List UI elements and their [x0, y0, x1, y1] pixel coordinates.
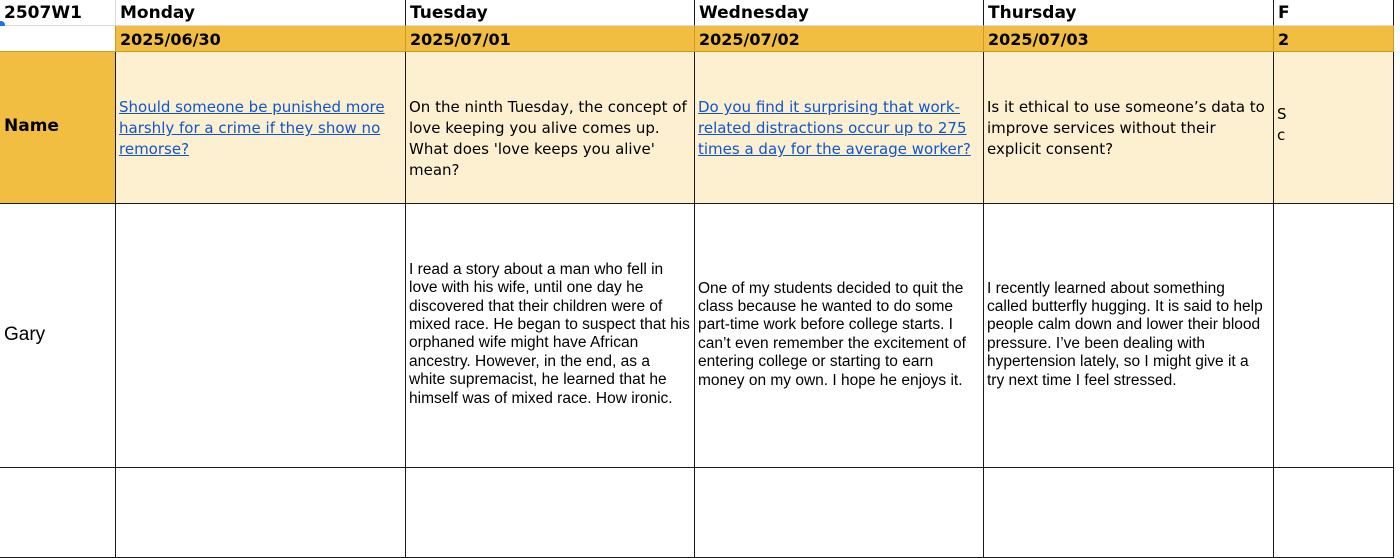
topic-wednesday-cell[interactable]	[695, 52, 984, 204]
empty-cell[interactable]	[116, 468, 406, 558]
empty-cell[interactable]	[695, 468, 984, 558]
entry-friday-cell[interactable]	[1274, 204, 1394, 468]
day-header-row	[0, 0, 1400, 26]
header-wednesday[interactable]	[695, 0, 984, 26]
name-header-cell[interactable]	[0, 52, 116, 204]
week-code: 2507W1	[4, 3, 82, 23]
day-label: Wednesday	[699, 3, 809, 23]
day-label: Monday	[120, 3, 195, 23]
date-label: 2025/07/02	[699, 30, 800, 49]
header-monday[interactable]	[116, 0, 406, 26]
empty-cell[interactable]	[0, 468, 116, 558]
date-wednesday[interactable]	[695, 26, 984, 52]
date-label: 2	[1278, 30, 1290, 49]
topic-text: On the ninth Tuesday, the concept of love keeping you alive comes up. What does 'love keeps you alive' mean?	[409, 98, 687, 179]
topic-link[interactable]: Do you find it surprising that work-related distractions occur up to 275 times a day for the average worker?	[698, 98, 971, 158]
entry-tuesday-cell[interactable]	[406, 204, 695, 468]
day-label: Tuesday	[410, 3, 488, 23]
date-friday[interactable]	[1274, 26, 1394, 52]
header-tuesday[interactable]	[406, 0, 695, 26]
entry-wednesday-cell[interactable]	[695, 204, 984, 468]
empty-cell[interactable]	[984, 468, 1274, 558]
empty-cell[interactable]	[1274, 468, 1394, 558]
topic-row	[0, 52, 1400, 204]
student-name: Gary	[4, 324, 46, 345]
entry-thursday-cell[interactable]	[984, 204, 1274, 468]
topic-text: Is it ethical to use someone’s data to improve services without their explicit consent?	[987, 98, 1265, 158]
topic-text-clipped: S c	[1277, 105, 1287, 144]
date-monday[interactable]	[116, 26, 406, 52]
entry-text: I recently learned about something called butterfly hugging. It is said to help people calm down and lower their blood pressure. I’ve been dealing with hypertension lately, so I might give it a try next time I feel stressed.	[987, 279, 1263, 389]
entry-monday-cell[interactable]	[116, 204, 406, 468]
entry-text: One of my students decided to quit the class because he wanted to do some part-time work before college starts. I can’t even remember the excitement of entering college or starting to earn money on my own. I hope he enjoys it.	[698, 279, 966, 389]
date-label: 2025/06/30	[120, 30, 221, 49]
date-label: 2025/07/01	[410, 30, 511, 49]
empty-row	[0, 468, 1400, 558]
name-column-label: Name	[4, 116, 59, 136]
topic-link[interactable]: Should someone be punished more harshly for a crime if they show no remorse?	[119, 98, 385, 158]
entry-text: I read a story about a man who fell in love with his wife, until one day he discovered that their children were of mixed race. He began to suspect that his orphaned wife might have African ancestry. However, in the end, as a white supremacist, he learned that he himself was of mixed race. How ironic.	[409, 260, 690, 407]
date-corner-cell[interactable]	[0, 26, 116, 52]
header-thursday[interactable]	[984, 0, 1274, 26]
topic-tuesday-cell[interactable]	[406, 52, 695, 204]
student-row-gary	[0, 204, 1400, 468]
topic-friday-cell[interactable]	[1274, 52, 1394, 204]
topic-monday-cell[interactable]	[116, 52, 406, 204]
day-label: Thursday	[988, 3, 1077, 23]
week-code-cell[interactable]	[0, 0, 116, 26]
topic-thursday-cell[interactable]	[984, 52, 1274, 204]
day-label: F	[1278, 3, 1290, 23]
date-thursday[interactable]	[984, 26, 1274, 52]
empty-cell[interactable]	[406, 468, 695, 558]
student-name-cell[interactable]	[0, 204, 116, 468]
date-tuesday[interactable]	[406, 26, 695, 52]
date-row	[0, 26, 1400, 52]
header-friday[interactable]	[1274, 0, 1394, 26]
date-label: 2025/07/03	[988, 30, 1089, 49]
